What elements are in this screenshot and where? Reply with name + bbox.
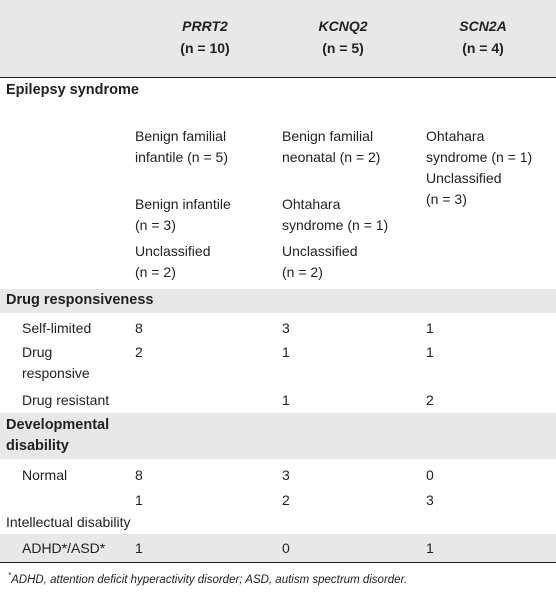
row-label-self-limited: Self-limited [22,320,92,336]
cell-value: 3 [282,320,290,336]
cell-line: syndrome (n = 1) [426,149,533,165]
cell-line: responsive [22,365,90,381]
gene-label: SCN2A [459,18,507,34]
cell-value: 1 [282,344,290,360]
cell-line: infantile (n = 5) [135,149,228,165]
cell-line: Unclassified [426,170,502,186]
section-title-drug: Drug responsiveness [6,292,154,308]
col-header-kcnq2 [278,15,408,59]
footnote-text: ADHD, attention deficit hyperactivity disorder; ASD, autism spectrum disorder. [11,573,408,586]
cell-line: Developmental [6,417,110,433]
cell-value: 1 [282,392,290,408]
cell-line: neonatal (n = 2) [282,149,381,165]
cell-value: 1 [135,540,143,556]
cell-value: 1 [135,492,143,508]
cell-line: Benign familial [282,128,374,144]
row-label-normal: Normal [22,467,68,483]
gene-label: PRRT2 [182,18,228,34]
cell-line: Benign infantile [135,196,231,212]
cell-line: Unclassified [282,243,358,259]
cell-epilepsy-r3-prrt2 [135,241,210,283]
cell-epilepsy-r1-scn2a [426,126,532,210]
col-header-scn2a [418,15,548,59]
table-footnote [8,568,407,588]
cell-line: (n = 2) [282,264,323,280]
col-header-prrt2 [140,15,270,59]
row-label-drug-resistant: Drug resistant [22,392,110,408]
cell-line: Drug [22,344,53,360]
cell-value: 3 [426,492,434,508]
cell-line: Ohtahara [426,128,485,144]
sample-size: (n = 5) [322,40,364,56]
cell-line: Ohtahara [282,196,341,212]
sample-size: (n = 4) [462,40,504,56]
cell-epilepsy-r1-prrt2 [135,126,228,168]
row-label-adhd-asd: ADHD*/ASD* [22,540,106,556]
cell-line: (n = 3) [135,217,176,233]
cell-epilepsy-r2-kcnq2 [282,194,388,236]
section-title-dev [6,415,109,457]
cell-value: 2 [135,344,143,360]
cell-epilepsy-r3-kcnq2 [282,241,357,283]
row-label-intellectual-disability: Intellectual disability [6,514,131,530]
gene-label: KCNQ2 [318,18,368,34]
cell-line: Unclassified [135,243,211,259]
cell-value: 3 [282,467,290,483]
cell-line: (n = 2) [135,264,176,280]
cell-value: 1 [426,320,434,336]
cell-line: Benign familial [135,128,227,144]
bottom-rule [0,562,556,563]
cell-value: 1 [426,540,434,556]
cell-value: 2 [426,392,434,408]
cell-line: (n = 3) [426,191,467,207]
cell-epilepsy-r1-kcnq2 [282,126,380,168]
sample-size: (n = 10) [180,40,230,56]
cell-line: syndrome (n = 1) [282,217,389,233]
cell-value: 1 [426,344,434,360]
row-label-drug-responsive [22,342,90,384]
header-rule [0,77,556,78]
cell-value: 8 [135,320,143,336]
cell-value: 0 [282,540,290,556]
cell-value: 0 [426,467,434,483]
section-title-epilepsy: Epilepsy syndrome [6,82,139,98]
cell-value: 8 [135,467,143,483]
cell-value: 2 [282,492,290,508]
cell-epilepsy-r2-prrt2 [135,194,231,236]
footnote-mark: * [8,571,12,580]
cell-line: disability [6,438,69,454]
